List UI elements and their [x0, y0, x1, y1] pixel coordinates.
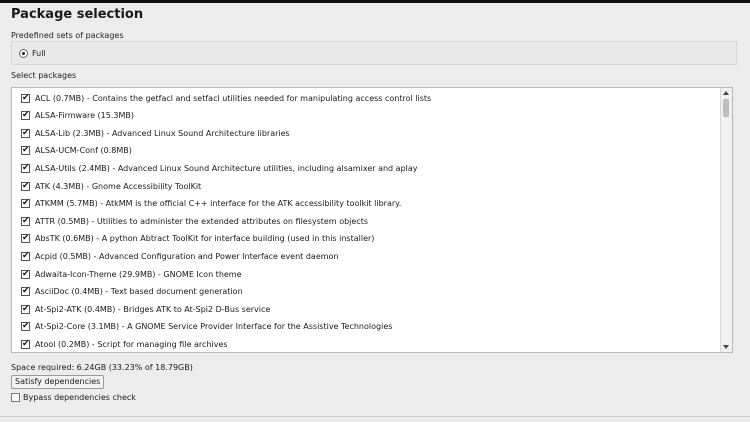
list-item[interactable] [21, 302, 711, 316]
list-item[interactable] [21, 267, 711, 281]
list-item[interactable] [21, 337, 711, 351]
package-label: ATK (4.3MB) - Gnome Accessibility ToolKit [35, 181, 202, 191]
scroll-down-icon[interactable] [723, 345, 729, 349]
checkmark-icon[interactable]: ✔ [22, 321, 30, 332]
satisfy-dependencies-button[interactable]: Satisfy dependencies [11, 375, 104, 389]
checkmark-icon[interactable]: ✔ [22, 92, 30, 103]
list-item[interactable] [21, 232, 711, 246]
checkmark-icon[interactable]: ✔ [22, 162, 30, 173]
checkmark-icon[interactable]: ✔ [22, 233, 30, 244]
list-item[interactable] [21, 144, 711, 158]
bottom-divider [0, 416, 750, 417]
package-label: ALSA-Firmware (15.3MB) [35, 111, 134, 121]
package-label: AbsTK (0.6MB) - A python Abtract ToolKit for interface building (used in this installer) [35, 234, 375, 244]
package-label: ATTR (0.5MB) - Utilities to administer the extended attributes on filesystem objects [35, 216, 369, 226]
predefined-sets-label: Predefined sets of packages [11, 31, 124, 40]
scroll-up-icon[interactable] [723, 91, 729, 95]
list-item[interactable] [21, 179, 711, 193]
package-label: Adwaita-Icon-Theme (29.9MB) - GNOME Icon theme [35, 269, 242, 279]
list-item[interactable] [21, 91, 711, 105]
checkmark-icon[interactable]: ✔ [22, 145, 30, 156]
scroll-thumb[interactable] [723, 99, 729, 117]
predefined-sets-group [11, 41, 737, 65]
list-item[interactable] [21, 197, 711, 211]
checkmark-icon[interactable]: ✔ [22, 338, 30, 349]
checkmark-icon[interactable]: ✔ [22, 268, 30, 279]
bypass-dependencies-label[interactable]: Bypass dependencies check [23, 393, 136, 402]
package-label: Atool (0.2MB) - Script for managing file archives [35, 339, 228, 349]
window-top-border [0, 0, 750, 3]
package-label: ACL (0.7MB) - Contains the getfacl and setfacl utilities needed for manipulating access control lists [35, 93, 432, 103]
package-list-scrollbar[interactable] [720, 88, 732, 352]
package-label: At-Spi2-ATK (0.4MB) - Bridges ATK to At-Spi2 D-Bus service [35, 304, 271, 314]
package-label: ATKMM (5.7MB) - AtkMM is the official C++ interface for the ATK accessibility toolkit library. [35, 199, 402, 209]
checkmark-icon[interactable]: ✔ [22, 198, 30, 209]
package-list[interactable] [11, 87, 733, 353]
full-radio[interactable] [19, 49, 28, 58]
list-item[interactable] [21, 249, 711, 263]
list-item[interactable] [21, 161, 711, 175]
package-label: ALSA-UCM-Conf (0.8MB) [35, 146, 132, 156]
checkmark-icon[interactable]: ✔ [22, 303, 30, 314]
checkmark-icon[interactable]: ✔ [22, 215, 30, 226]
list-item[interactable] [21, 109, 711, 123]
bypass-dependencies-checkbox[interactable] [11, 393, 20, 402]
package-label: ALSA-Lib (2.3MB) - Advanced Linux Sound Architecture libraries [35, 128, 290, 138]
package-label: Acpid (0.5MB) - Advanced Configuration and Power Interface event daemon [35, 251, 339, 261]
space-required-text: Space required: 6.24GB (33.23% of 18.79GB) [11, 363, 193, 372]
list-item[interactable] [21, 126, 711, 140]
package-label: AsciiDoc (0.4MB) - Text based document generation [35, 287, 243, 297]
checkmark-icon[interactable]: ✔ [22, 286, 30, 297]
full-radio-label[interactable]: Full [32, 49, 46, 58]
page-title: Package selection [11, 7, 144, 22]
list-item[interactable] [21, 285, 711, 299]
checkmark-icon[interactable]: ✔ [22, 110, 30, 121]
list-item[interactable] [21, 320, 711, 334]
list-item[interactable] [21, 214, 711, 228]
select-packages-label: Select packages [11, 71, 77, 80]
package-label: At-Spi2-Core (3.1MB) - A GNOME Service Provider Interface for the Assistive Technologies [35, 322, 393, 332]
package-label: ALSA-Utils (2.4MB) - Advanced Linux Sound Architecture utilities, including alsamixer and aplay [35, 163, 418, 173]
checkmark-icon[interactable]: ✔ [22, 180, 30, 191]
checkmark-icon[interactable]: ✔ [22, 127, 30, 138]
checkmark-icon[interactable]: ✔ [22, 250, 30, 261]
